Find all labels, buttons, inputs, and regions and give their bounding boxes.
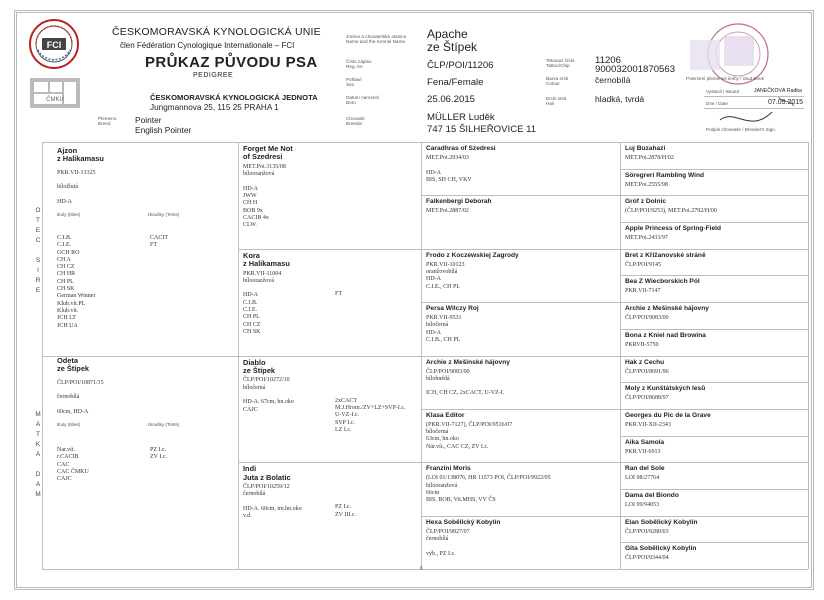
grid-top-border xyxy=(42,142,808,143)
gen4-ancestor xyxy=(625,465,805,488)
stamp-label: Potvrzení plemenné knihy / Stud Book xyxy=(686,76,764,81)
gen2-ancestor xyxy=(243,465,418,568)
gen4-ancestor-details: PKR.VII-6913 xyxy=(625,448,661,455)
gen4-ancestor-name: Aika Samola xyxy=(625,438,665,446)
gen3-ancestor-details: ČLP/POI/9083/00 bílohnědá ICH, CH CZ, 2xCACT, U-VZ-I. xyxy=(426,368,505,397)
gen2-ancestor-extra: PZ I.c. ZV III.c. xyxy=(335,504,357,518)
fci-cmku-logo xyxy=(24,18,84,114)
dob-value: 25.06.2015 xyxy=(427,94,476,105)
issued-line xyxy=(704,96,804,97)
gen3-ancestor-name: Klasa Editor xyxy=(426,411,465,419)
reg-number: ČLP/POI/11206 xyxy=(427,60,494,71)
gen3-ancestor-details: MET.Poi.2934/03 HD-A BIS, SH CH, VKV xyxy=(426,155,472,183)
gen3-ancestor xyxy=(426,412,617,461)
document-subtitle: PEDIGREE xyxy=(193,72,234,79)
gen1-sire-details: PKR.VII-13325 bíložlutá HD-A xyxy=(57,169,96,205)
gen1-dam-tests: PZ I.c. ZV I.c. xyxy=(150,447,168,461)
breeder-label: Chovatel Breeder xyxy=(346,116,365,127)
gen4-ancestor-name: Dama del Biondo xyxy=(625,491,679,499)
gen4-ancestor-name: Söregrerí Rambling Wind xyxy=(625,171,705,179)
document-title: PRŮKAZ PŮVODU PSA xyxy=(145,54,318,71)
colour-label: Barva srsti Colour xyxy=(546,76,569,87)
gen4-ancestor-details: MET.Poi.2433/97 xyxy=(625,235,668,242)
gen3-ancestor-details: ČLP/POI/9827/07 černobílá výb., PZ I.c. xyxy=(426,528,470,557)
chip-value: 900032001870563 xyxy=(595,64,676,75)
breed-value xyxy=(135,115,191,135)
breeder-sign-label: Podpis chovatele / Breeder's Sign. xyxy=(706,127,777,132)
gen4-ancestor xyxy=(625,492,805,515)
gen4-ancestor xyxy=(625,198,805,221)
gen4-ancestor-name: Gróf z Dolnic xyxy=(625,198,667,206)
gen4-ancestor-name: Gita Sobělický Kobylín xyxy=(625,545,697,553)
gen4-ancestor-name: Georges du Pic de la Grave xyxy=(625,411,711,419)
breed-en: English Pointer xyxy=(135,125,192,135)
gen4-ancestor xyxy=(625,172,805,195)
gen1-sire-name: Ajzon z Halikamasu xyxy=(57,146,104,164)
grid-row-divider xyxy=(620,329,808,330)
gen3-ancestor xyxy=(426,252,617,301)
footer-mark: 6 xyxy=(420,566,423,572)
gen1-sire xyxy=(57,147,179,217)
gen4-ancestor-name: Moly z Kunštátských lesů xyxy=(625,385,706,393)
gen2-ancestor-name: Forget Me Not of Szedresi xyxy=(243,145,293,162)
gen1-dam-titles-header: tituly (titles) xyxy=(57,422,81,428)
breed-cz: Pointer xyxy=(135,115,162,125)
grid-row-divider xyxy=(620,409,808,410)
grid-row-divider xyxy=(620,249,808,250)
gen3-ancestor-name: Archie z Mešinské hájovny xyxy=(426,358,510,366)
gen1-sire-tests: CACIT FT xyxy=(150,235,168,249)
gen4-ancestor-details: (ČLP/POI/9253), MET.Poi.2792/H/00 xyxy=(625,208,717,215)
gen4-ancestor-details: LOI 99/94053 xyxy=(625,501,660,508)
club-address: Jungmannova 25, 115 25 PRAHA 1 xyxy=(150,103,279,112)
gen1-sire-titles-header: tituly (titles) xyxy=(57,212,81,218)
gen2-ancestor xyxy=(243,359,418,462)
grid-bottom-border xyxy=(42,569,808,570)
gen1-dam xyxy=(57,357,179,427)
gen3-ancestor-name: Caradhras of Szedresi xyxy=(426,145,496,152)
grid-row-divider xyxy=(620,222,808,223)
grid-row-divider xyxy=(620,489,808,490)
hair-label: Druh srsti Hair xyxy=(546,96,567,107)
gen4-ancestor-name: Bona z Kniel nad Browina xyxy=(625,331,706,339)
gen4-ancestor xyxy=(625,332,805,355)
club-name: ČESKOMORAVSKÁ KYNOLOGICKÁ JEDNOTA xyxy=(150,93,318,102)
gen4-ancestor-name: Archie z Mešinské hájovny xyxy=(625,305,709,313)
gen4-ancestor xyxy=(625,519,805,542)
gen3-ancestor-details: PKR.VII-10123 oranžovobílá HD-A C.I.E., CH PL xyxy=(426,261,465,290)
issued-label: Vystavil / Issued xyxy=(706,89,740,94)
gen3-ancestor xyxy=(426,519,617,568)
org-name: ČESKOMORAVSKÁ KYNOLOGICKÁ UNIE xyxy=(112,26,321,38)
gen4-ancestor-name: Hak z Čechu xyxy=(625,358,665,366)
gen1-dam-details: ČLP/POI/10871/15 černobílá 60cm, HD-A xyxy=(57,379,104,415)
cmku-logo-text: ČMKU xyxy=(46,97,64,103)
org-fci-membership: člen Fédération Cynologique Internationale – FCI xyxy=(120,41,295,50)
gen4-ancestor-details: PKR.VII-XII-2343 xyxy=(625,421,671,428)
gen3-ancestor-details: (LOI 01/138076, HR 11573 POI, ČLP/POI/9922/05 bílooranžová 66cm BIS, BOB, Vit.MHS, VV ČS xyxy=(426,475,551,504)
grid-row-divider xyxy=(620,436,808,437)
gen3-ancestor xyxy=(426,198,617,247)
gen2-ancestor-name: Kora z Halikamasu xyxy=(243,251,290,269)
hologram-sticker xyxy=(690,40,720,70)
hair-value: hladká, tvrdá xyxy=(595,94,645,104)
gen4-ancestor-name: Luj Buzahazi xyxy=(625,145,666,152)
gen3-ancestor xyxy=(426,465,617,514)
grid-row-divider xyxy=(620,356,808,357)
dam-side-label: M A T K A D A M xyxy=(35,411,41,498)
gen4-ancestor-details: ČLP/POI/9280/03 xyxy=(625,528,669,535)
gen2-ancestor-details: PKR.VII-11004 bíloorazžová HD-A C.I.B. C.I.E. CH PL CH CZ CH SK xyxy=(243,270,282,335)
gen4-ancestor xyxy=(625,225,805,248)
tattoo-label: Tetovací číslo Tattoo/Chip xyxy=(546,58,575,69)
gen2-ancestor-name: Indi Juta z Bolatic xyxy=(243,465,291,482)
gen4-ancestor xyxy=(625,439,805,462)
gen4-ancestor xyxy=(625,545,805,568)
colour-value: černobílá xyxy=(595,75,631,85)
dog-name-label: Jméno a chovatelská stanice Name and the Kennel Name xyxy=(346,34,407,45)
grid-row-divider xyxy=(620,462,808,463)
grid-row-divider xyxy=(620,169,808,170)
sex-label: Pohlaví Sex xyxy=(346,77,362,88)
gen3-ancestor-name: Franzini Moris xyxy=(426,465,471,473)
issue-date: 07.09.2015 xyxy=(768,99,804,106)
gen2-ancestor-extra: 2xCACT M.J.Hrom./ZV+LZ+SVP-I.c. U-VZ-I.c. SVP I.c. LZ I.c. xyxy=(335,397,406,433)
gen4-ancestor-details: LOI 98/27764 xyxy=(625,475,660,482)
fci-logo-text: FCI xyxy=(46,40,62,50)
gen4-ancestor-name: Bret z Křižanovské stráně xyxy=(625,251,706,259)
grid-column-divider xyxy=(808,142,809,569)
gen4-ancestor-name: Bea Z Wiecborskich Pól xyxy=(625,278,700,286)
grid-row-divider xyxy=(620,302,808,303)
gen4-ancestor xyxy=(625,359,805,382)
gen3-ancestor xyxy=(426,359,617,408)
date-label: Dne / Date xyxy=(706,101,728,106)
grid-row-divider xyxy=(620,195,808,196)
gen4-ancestor-details: PKRVII-5750 xyxy=(625,341,659,348)
gen3-ancestor-name: Persa Wilczy Roj xyxy=(426,305,479,313)
dog-name: Apache ze Štípek xyxy=(427,27,478,54)
gen1-dam-name: Odeta ze Štípek xyxy=(57,356,90,374)
gen4-ancestor-details: MET.Poi.2555/98 xyxy=(625,181,668,188)
gen3-ancestor-name: Frodo z Koczewskiej Zagrody xyxy=(426,251,519,259)
gen2-ancestor-name: Diablo ze Štípek xyxy=(243,358,276,375)
gen3-ancestor-name: Falkenbergi Deborah xyxy=(426,198,492,206)
gen4-ancestor-name: Apple Princess of Spring-Field xyxy=(625,225,721,233)
gen2-ancestor-details: MET.Poi.3135/08 bílooranžová HD-A JWW CH H BOB 9x CACIB 4x CLW. xyxy=(243,163,286,229)
gen1-sire-titles: C.I.B. C.I.E. GCH RO CH A CH CZ CH HR CH PL CH SK German Winner Klub.vít.PL Klub.vít. JCH LT JCH UA xyxy=(57,235,96,329)
gen3-ancestor-name: Hexa Sobělický Kobylín xyxy=(426,518,501,526)
gen2-ancestor-extra: FT xyxy=(335,290,343,297)
gen3-ancestor xyxy=(426,305,617,354)
gen2-ancestor-details: ČLP/POI/10272/10 bíločerná HD-A. 67cm, hn.oko CAJC xyxy=(243,377,294,413)
gen4-ancestor xyxy=(625,412,805,435)
gen4-ancestor-details: ČLP/POI/9145 xyxy=(625,261,662,268)
breed-label: Plemeno Breed xyxy=(98,116,117,127)
grid-row-divider xyxy=(620,275,808,276)
gen4-ancestor-details: ČLP/POI/8688/97 xyxy=(625,395,669,402)
gen2-ancestor xyxy=(243,252,418,355)
sire-side-label: O T E C S I R E xyxy=(35,207,41,294)
gen4-ancestor-details: ČLP/POI/9344/04 xyxy=(625,555,669,562)
sex-value: Fena/Female xyxy=(427,77,484,88)
gen3-ancestor xyxy=(426,145,617,194)
breeder-value: MÜLLER Luděk 747 15 ŠILHEŘOVICE 11 xyxy=(427,112,537,135)
gen4-ancestor-details: PKR.VII-7147 xyxy=(625,288,661,295)
grid-row-divider xyxy=(620,382,808,383)
reg-label: Číslo zápisu Reg. Nr. xyxy=(346,59,372,70)
gen4-ancestor xyxy=(625,385,805,408)
dob-label: Datum narození Born xyxy=(346,95,380,106)
gen4-ancestor xyxy=(625,305,805,328)
grid-row-divider xyxy=(620,516,808,517)
gen4-ancestor-details: ČLP/POI/8691/96 xyxy=(625,368,669,375)
gen4-ancestor-name: Ran del Sole xyxy=(625,465,665,473)
gen3-ancestor-details: MET.Poi.2887/02 xyxy=(426,208,469,215)
gen3-ancestor-details: PKR.VII-9531 bíločerná HD-A C.I.B., CH PL xyxy=(426,315,462,344)
gen1-dam-titles: Nar.vít. r.CACIB CAC CAC ČMKU CAJC xyxy=(57,447,89,483)
gen4-ancestor-details: MET.Poi.2878/H/02 xyxy=(625,155,674,161)
gen2-ancestor xyxy=(243,145,418,248)
gen4-ancestor xyxy=(625,145,805,168)
grid-row-divider xyxy=(620,542,808,543)
tattoo-value: 11206 xyxy=(595,55,621,66)
gen1-dam-tests-header: zkoušky (Tests) xyxy=(147,422,180,428)
date-line xyxy=(704,108,804,109)
gen4-ancestor xyxy=(625,278,805,301)
gen3-ancestor-details: (PKR.VII-7127), ČLP/POI/9516/07 bíločerná 63cm, hn.oko Nár.vít., CAC CZ, ZV I.c. xyxy=(426,421,513,450)
gen4-ancestor-name: Elan Sobělický Kobylín xyxy=(625,518,698,526)
gen4-ancestor xyxy=(625,252,805,275)
gen2-ancestor-details: ČLP/POI/10259/12 černobílá HD-A. 60cm, tm.hn.oko v.d. xyxy=(243,484,302,520)
gen4-ancestor-details: ČLP/POI/9083/00 xyxy=(625,315,669,322)
issuer-name: JANEČKOVÁ Radka xyxy=(754,88,802,94)
gen1-sire-tests-header: zkoušky (Tests) xyxy=(147,212,180,218)
